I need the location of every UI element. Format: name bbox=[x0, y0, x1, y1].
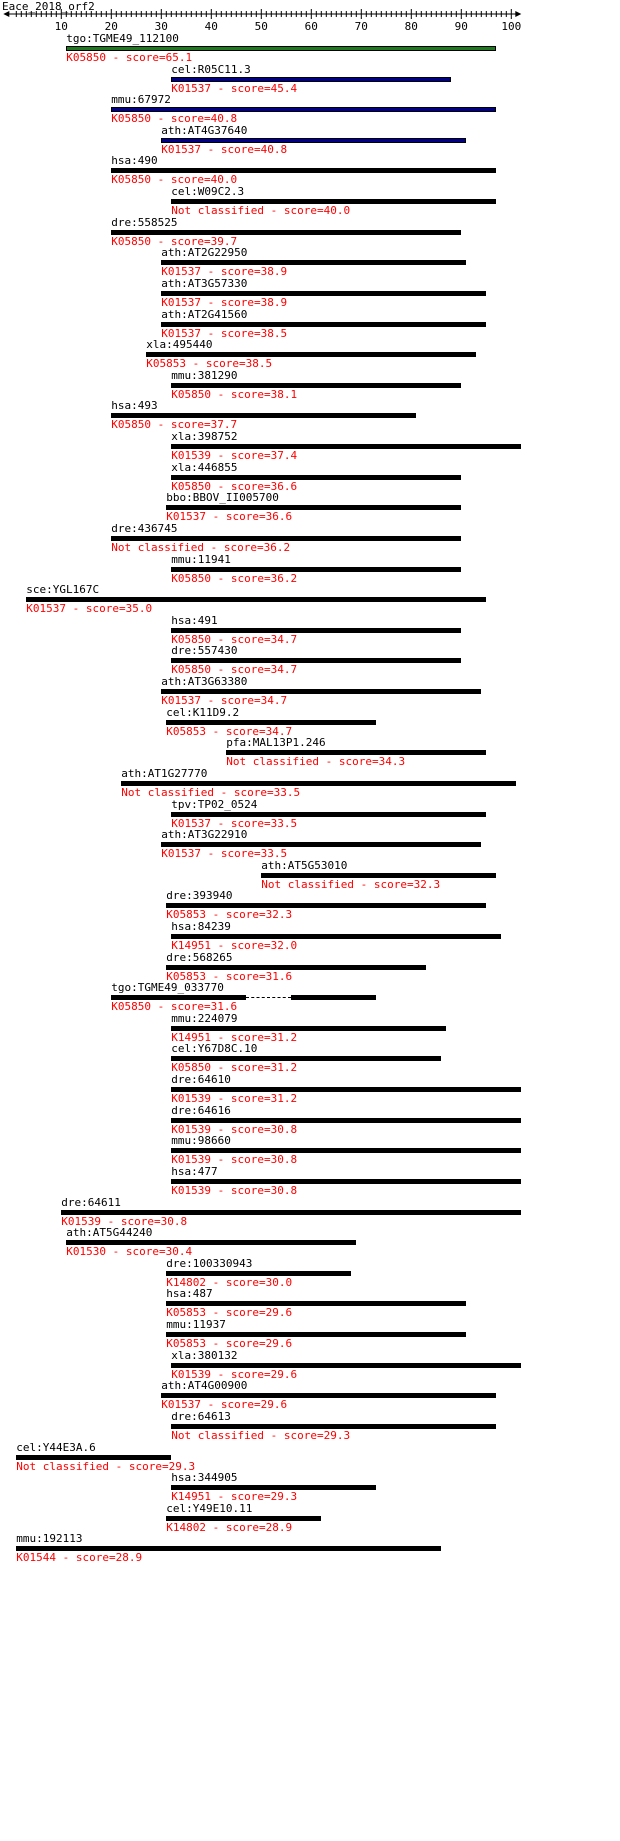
hit-score: 30.8 bbox=[160, 1214, 188, 1228]
hit-ko-id[interactable]: Not classified bbox=[111, 540, 205, 554]
hit-ko-score-label: K01539 - score=30.8 bbox=[171, 1153, 298, 1167]
hit-score: 28.9 bbox=[265, 1520, 293, 1534]
hit-name-link[interactable]: dre:64616 bbox=[171, 1103, 231, 1117]
ruler-tick-label: 60 bbox=[304, 20, 318, 33]
hit-row[interactable] bbox=[166, 1258, 351, 1288]
hit-ko-id[interactable]: K01537 bbox=[161, 694, 202, 708]
hit-ko-id[interactable]: K05850 bbox=[171, 663, 212, 677]
hit-name-link[interactable]: dre:393940 bbox=[166, 889, 233, 903]
hit-score: 34.7 bbox=[260, 694, 288, 708]
hit-ko-id[interactable]: Not classified bbox=[261, 877, 355, 891]
hit-ko-score-label: K05853 - score=31.6 bbox=[166, 969, 293, 983]
hit-score: 34.7 bbox=[270, 632, 298, 646]
hit-row[interactable] bbox=[66, 1227, 356, 1257]
hit-ko-score-label: K05850 - score=40.0 bbox=[111, 173, 238, 187]
hit-ko-score-label: K01539 - score=29.6 bbox=[171, 1367, 298, 1381]
hit-score: 31.2 bbox=[270, 1092, 298, 1106]
hit-name-link[interactable]: hsa:344905 bbox=[171, 1471, 238, 1485]
hit-row[interactable] bbox=[171, 1074, 521, 1104]
hit-ko-score-label: K01539 - score=37.4 bbox=[171, 449, 298, 463]
hit-ko-score-label: K01539 - score=30.8 bbox=[171, 1122, 298, 1136]
hit-score: 30.8 bbox=[270, 1122, 298, 1136]
hit-ko-score-label: K05850 - score=31.6 bbox=[111, 1000, 238, 1014]
hit-gap-dotted-line bbox=[246, 997, 291, 998]
hit-score: 29.3 bbox=[168, 1459, 196, 1473]
hit-ko-id[interactable]: K01537 bbox=[166, 510, 207, 524]
hit-row[interactable] bbox=[161, 676, 481, 706]
hit-row[interactable] bbox=[166, 492, 461, 522]
hit-score: 36.2 bbox=[263, 540, 291, 554]
hit-name-link[interactable]: mmu:98660 bbox=[171, 1134, 231, 1148]
hit-bar[interactable] bbox=[171, 1363, 521, 1368]
hit-ko-score-label: K01539 - score=31.2 bbox=[171, 1092, 298, 1106]
hit-score: 38.9 bbox=[260, 265, 288, 279]
hit-score: 38.5 bbox=[245, 357, 273, 371]
hit-ko-id[interactable]: K14802 bbox=[166, 1520, 207, 1534]
hit-ko-id[interactable]: K01537 bbox=[161, 847, 202, 861]
hit-score: 31.6 bbox=[265, 969, 293, 983]
ruler-tick-label: 40 bbox=[204, 20, 218, 33]
hit-row[interactable] bbox=[171, 1472, 376, 1502]
hit-bar-segment[interactable] bbox=[291, 995, 376, 1000]
hit-ko-id[interactable]: K01537 bbox=[26, 602, 67, 616]
hit-name-link[interactable]: ath:AT5G44240 bbox=[66, 1226, 153, 1240]
hit-name-link[interactable]: cel:K11D9.2 bbox=[166, 705, 240, 719]
hit-score: 33.5 bbox=[270, 816, 298, 830]
hit-score: 38.1 bbox=[270, 387, 298, 401]
hit-score: 30.4 bbox=[165, 1245, 193, 1259]
hit-score: 40.8 bbox=[260, 142, 288, 156]
hit-row[interactable] bbox=[166, 890, 486, 920]
hit-row[interactable] bbox=[66, 33, 496, 63]
hit-row[interactable] bbox=[111, 217, 461, 247]
hit-ko-id[interactable]: K05850 bbox=[171, 387, 212, 401]
hit-score: 30.8 bbox=[270, 1153, 298, 1167]
hit-row[interactable] bbox=[61, 1197, 521, 1227]
ruler-tick-label: 90 bbox=[454, 20, 468, 33]
hit-ko-id[interactable]: K05850 bbox=[111, 418, 152, 432]
hit-bar[interactable] bbox=[171, 567, 461, 572]
hit-row[interactable] bbox=[171, 370, 461, 400]
hit-row[interactable] bbox=[111, 982, 376, 1012]
hit-score: 40.8 bbox=[210, 112, 238, 126]
hit-ko-score-label: Not classified - score=29.3 bbox=[16, 1459, 196, 1473]
hit-name-link[interactable]: tpv:TP02_0524 bbox=[171, 797, 258, 811]
hit-ko-id[interactable]: K05850 bbox=[171, 1061, 212, 1075]
hit-score: 34.3 bbox=[378, 755, 406, 769]
hit-row[interactable] bbox=[171, 64, 451, 94]
hit-name-link[interactable]: cel:Y44E3A.6 bbox=[16, 1440, 96, 1454]
hit-ko-score-label: K14951 - score=29.3 bbox=[171, 1490, 298, 1504]
hit-row[interactable] bbox=[261, 860, 496, 890]
hit-ko-id[interactable]: K05850 bbox=[111, 234, 152, 248]
hit-name-link[interactable]: tgo:TGME49_112100 bbox=[66, 32, 179, 45]
hit-bar[interactable] bbox=[61, 1210, 521, 1215]
hit-name-link[interactable]: cel:W09C2.3 bbox=[171, 185, 245, 199]
hit-ko-id[interactable]: Not classified bbox=[16, 1459, 110, 1473]
hit-row[interactable] bbox=[111, 523, 461, 553]
hit-score: 32.3 bbox=[265, 908, 293, 922]
hit-row[interactable] bbox=[111, 155, 496, 185]
hit-name-link[interactable]: ath:AT1G27770 bbox=[121, 766, 208, 780]
hit-ko-score-label: K05850 - score=65.1 bbox=[66, 51, 193, 64]
hit-row[interactable] bbox=[171, 615, 461, 645]
ruler-tick-label: 30 bbox=[154, 20, 168, 33]
hit-ko-score-label: K05850 - score=31.2 bbox=[171, 1061, 298, 1075]
hit-name-link[interactable]: bbo:BBOV_II005700 bbox=[166, 491, 279, 505]
hit-score: 45.4 bbox=[270, 81, 298, 95]
hit-row[interactable] bbox=[166, 1288, 466, 1318]
hit-ko-score-label: K01537 - score=38.5 bbox=[161, 326, 288, 340]
hit-row[interactable] bbox=[161, 125, 466, 155]
hit-ko-id[interactable]: Not classified bbox=[171, 1428, 265, 1442]
hit-ko-id[interactable]: K05850 bbox=[111, 1000, 152, 1014]
hit-score: 29.6 bbox=[265, 1337, 293, 1351]
hit-row[interactable] bbox=[161, 1380, 496, 1410]
hit-row[interactable] bbox=[166, 1319, 466, 1349]
hit-score: 38.5 bbox=[260, 326, 288, 340]
hit-ko-id[interactable]: K05850 bbox=[66, 51, 107, 64]
hit-name-link[interactable]: cel:R05C11.3 bbox=[171, 62, 251, 76]
hit-ko-id[interactable]: K01537 bbox=[161, 265, 202, 279]
hit-name-link[interactable]: cel:Y67D8C.10 bbox=[171, 1042, 258, 1056]
hit-ko-score-label: K01537 - score=36.6 bbox=[166, 510, 293, 524]
hit-name-link[interactable]: mmu:381290 bbox=[171, 368, 238, 382]
hit-ko-score-label: K05850 - score=38.1 bbox=[171, 387, 298, 401]
hit-ko-id[interactable]: Not classified bbox=[171, 204, 265, 218]
hit-score: 38.9 bbox=[260, 295, 288, 309]
hit-score: 29.3 bbox=[323, 1428, 351, 1442]
hit-ko-score-label: K14951 - score=32.0 bbox=[171, 938, 298, 952]
hit-ko-score-label: K01537 - score=45.4 bbox=[171, 81, 298, 95]
hit-row[interactable] bbox=[121, 768, 516, 798]
hit-score: 32.3 bbox=[413, 877, 441, 891]
hit-ko-score-label: K01537 - score=35.0 bbox=[26, 602, 153, 616]
hit-score: 65.1 bbox=[165, 51, 193, 64]
hit-ko-id[interactable]: K01530 bbox=[66, 1245, 107, 1259]
hit-ko-score-label: K05853 - score=29.6 bbox=[166, 1337, 293, 1351]
hit-ko-score-label: Not classified - score=40.0 bbox=[171, 204, 351, 218]
hit-score: 35.0 bbox=[125, 602, 153, 616]
hit-ko-score-label: K14951 - score=31.2 bbox=[171, 1030, 298, 1044]
hit-row[interactable] bbox=[226, 737, 486, 767]
ruler-tick-label: 70 bbox=[354, 20, 368, 33]
hit-ko-score-label: K01530 - score=30.4 bbox=[66, 1245, 193, 1259]
hit-ko-score-label: K05853 - score=29.6 bbox=[166, 1306, 293, 1320]
hit-name-link[interactable]: dre:557430 bbox=[171, 644, 238, 658]
hit-row[interactable] bbox=[171, 462, 461, 492]
hit-ko-id[interactable]: K01539 bbox=[171, 1183, 212, 1197]
hit-ko-score-label: K05850 - score=34.7 bbox=[171, 632, 298, 646]
hit-ko-score-label: Not classified - score=29.3 bbox=[171, 1428, 351, 1442]
hit-bar[interactable] bbox=[161, 322, 486, 327]
hit-ko-id[interactable]: K05853 bbox=[166, 724, 207, 738]
hit-ko-score-label: K01537 - score=33.5 bbox=[161, 847, 288, 861]
hit-name-link[interactable]: hsa:477 bbox=[171, 1164, 218, 1178]
hit-ko-id[interactable]: K05850 bbox=[171, 571, 212, 585]
hit-row[interactable] bbox=[171, 1043, 441, 1073]
hit-score: 40.0 bbox=[323, 204, 351, 218]
hit-row[interactable] bbox=[161, 309, 486, 339]
hit-bar[interactable] bbox=[171, 812, 486, 817]
hit-row[interactable] bbox=[171, 799, 486, 829]
hit-score: 34.7 bbox=[265, 724, 293, 738]
hit-ko-score-label: Not classified - score=32.3 bbox=[261, 877, 441, 891]
hit-row[interactable] bbox=[111, 94, 496, 124]
hit-ko-id[interactable]: K14951 bbox=[171, 938, 212, 952]
hit-ko-id[interactable]: K01539 bbox=[171, 449, 212, 463]
hit-score: 28.9 bbox=[115, 1551, 143, 1565]
hit-score: 31.2 bbox=[270, 1030, 298, 1044]
hit-ko-score-label: K05850 - score=40.8 bbox=[111, 112, 238, 126]
hit-name-link[interactable]: hsa:490 bbox=[111, 154, 158, 168]
hit-ko-score-label: Not classified - score=33.5 bbox=[121, 785, 301, 799]
hit-score: 36.6 bbox=[270, 479, 298, 493]
hit-ko-id[interactable]: K14951 bbox=[171, 1490, 212, 1504]
hit-score: 39.7 bbox=[210, 234, 238, 248]
hit-row[interactable] bbox=[171, 1105, 521, 1135]
hit-ko-score-label: K05850 - score=36.6 bbox=[171, 479, 298, 493]
hit-score: 29.6 bbox=[270, 1367, 298, 1381]
hit-row[interactable] bbox=[171, 186, 496, 216]
hit-ko-score-label: K05853 - score=38.5 bbox=[146, 357, 273, 371]
hit-name-link[interactable]: mmu:192113 bbox=[16, 1532, 83, 1546]
hit-ko-id[interactable]: K05853 bbox=[166, 1306, 207, 1320]
hit-score: 36.6 bbox=[265, 510, 293, 524]
hit-ko-id[interactable]: K01537 bbox=[161, 1398, 202, 1412]
hit-ko-id[interactable]: Not classified bbox=[226, 755, 320, 769]
hit-name-link[interactable]: tgo:TGME49_033770 bbox=[111, 981, 224, 995]
hit-name-link[interactable]: mmu:11941 bbox=[171, 552, 231, 566]
hit-ko-score-label: K01539 - score=30.8 bbox=[171, 1183, 298, 1197]
hit-score: 31.2 bbox=[270, 1061, 298, 1075]
hit-ko-score-label: K01537 - score=33.5 bbox=[171, 816, 298, 830]
hit-name-link[interactable]: ath:AT3G22910 bbox=[161, 828, 248, 842]
hit-score: 30.0 bbox=[265, 1275, 293, 1289]
hit-ko-score-label: K05850 - score=39.7 bbox=[111, 234, 238, 248]
hit-ko-id[interactable]: K01537 bbox=[171, 81, 212, 95]
hit-ko-score-label: K05853 - score=32.3 bbox=[166, 908, 293, 922]
ruler-tick-label: 80 bbox=[404, 20, 418, 33]
hit-name-link[interactable]: xla:495440 bbox=[146, 338, 213, 352]
hit-row[interactable] bbox=[16, 1533, 441, 1563]
hit-name-link[interactable]: dre:100330943 bbox=[166, 1256, 253, 1270]
ruler-tick-label: 100 bbox=[501, 20, 522, 33]
hit-score: 37.7 bbox=[210, 418, 238, 432]
hit-row[interactable] bbox=[171, 1013, 446, 1043]
hit-ko-id[interactable]: Not classified bbox=[121, 785, 215, 799]
hit-row[interactable] bbox=[171, 645, 461, 675]
hit-score: 36.2 bbox=[270, 571, 298, 585]
hit-score: 29.6 bbox=[260, 1398, 288, 1412]
hit-name-link[interactable]: hsa:487 bbox=[166, 1287, 213, 1301]
hit-score: 29.6 bbox=[265, 1306, 293, 1320]
hit-ko-id[interactable]: K01544 bbox=[16, 1551, 57, 1565]
hit-name-link[interactable]: ath:AT5G53010 bbox=[261, 858, 348, 872]
hit-row[interactable] bbox=[171, 1166, 521, 1196]
hit-name-link[interactable]: xla:398752 bbox=[171, 430, 238, 444]
hit-name-link[interactable]: ath:AT2G41560 bbox=[161, 307, 248, 321]
hit-ko-score-label: K01537 - score=38.9 bbox=[161, 295, 288, 309]
hit-name-link[interactable]: mmu:11937 bbox=[166, 1318, 226, 1332]
query-name: Eace_2018_orf2 bbox=[2, 0, 95, 13]
hit-ko-score-label: K01539 - score=30.8 bbox=[61, 1214, 188, 1228]
hit-ko-id[interactable]: K05850 bbox=[111, 112, 152, 126]
hit-score: 33.5 bbox=[260, 847, 288, 861]
hit-row[interactable] bbox=[171, 554, 461, 584]
hit-ko-id[interactable]: K05850 bbox=[111, 173, 152, 187]
hit-name-link[interactable]: pfa:MAL13P1.246 bbox=[226, 736, 326, 750]
hit-ko-id[interactable]: K05850 bbox=[171, 632, 212, 646]
hit-name-link[interactable]: dre:64611 bbox=[61, 1195, 121, 1209]
hit-ko-score-label: K01537 - score=38.9 bbox=[161, 265, 288, 279]
hit-bar[interactable] bbox=[171, 77, 451, 82]
hit-ko-id[interactable]: K05850 bbox=[171, 479, 212, 493]
hit-row[interactable] bbox=[166, 952, 426, 982]
hit-bar[interactable] bbox=[111, 230, 461, 235]
hit-row[interactable] bbox=[166, 1503, 321, 1533]
ruler-tick-label: 10 bbox=[54, 20, 68, 33]
hit-name-link[interactable]: dre:558525 bbox=[111, 215, 178, 229]
hit-bar[interactable] bbox=[171, 475, 461, 480]
hit-name-link[interactable]: mmu:67972 bbox=[111, 93, 171, 107]
hit-row[interactable] bbox=[171, 1411, 496, 1441]
hit-ko-score-label: K14802 - score=30.0 bbox=[166, 1275, 293, 1289]
hit-ko-score-label: K01537 - score=34.7 bbox=[161, 694, 288, 708]
hit-name-link[interactable]: hsa:491 bbox=[171, 613, 218, 627]
hit-score: 33.5 bbox=[273, 785, 301, 799]
hit-name-link[interactable]: ath:AT4G37640 bbox=[161, 123, 248, 137]
hit-ko-id[interactable]: K01539 bbox=[171, 1153, 212, 1167]
hit-ko-id[interactable]: K01539 bbox=[61, 1214, 102, 1228]
hit-score: 37.4 bbox=[270, 449, 298, 463]
hit-name-link[interactable]: dre:436745 bbox=[111, 521, 178, 535]
hit-ko-id[interactable]: K05853 bbox=[166, 1337, 207, 1351]
hit-score: 40.0 bbox=[210, 173, 238, 187]
hit-ko-score-label: Not classified - score=34.3 bbox=[226, 755, 406, 769]
hit-name-link[interactable]: dre:64613 bbox=[171, 1409, 231, 1423]
hit-score: 34.7 bbox=[270, 663, 298, 677]
hit-ko-score-label: Not classified - score=36.2 bbox=[111, 540, 291, 554]
hit-name-link[interactable]: mmu:224079 bbox=[171, 1011, 238, 1025]
ruler-tick-label: 50 bbox=[254, 20, 268, 33]
hit-name-link[interactable]: ath:AT3G63380 bbox=[161, 675, 248, 689]
hit-row[interactable] bbox=[161, 829, 481, 859]
hit-name-link[interactable]: ath:AT2G22950 bbox=[161, 246, 248, 260]
hit-name-link[interactable]: hsa:493 bbox=[111, 399, 158, 413]
hit-ko-id[interactable]: K01537 bbox=[171, 816, 212, 830]
hit-row[interactable] bbox=[166, 707, 376, 737]
hit-ko-score-label: K05850 - score=36.2 bbox=[171, 571, 298, 585]
hit-ko-score-label: K01537 - score=40.8 bbox=[161, 142, 288, 156]
hit-ko-score-label: K05853 - score=34.7 bbox=[166, 724, 293, 738]
hit-ko-id[interactable]: K05853 bbox=[166, 969, 207, 983]
hit-ko-score-label: K05850 - score=37.7 bbox=[111, 418, 238, 432]
hit-row[interactable] bbox=[26, 584, 486, 614]
hit-row[interactable] bbox=[171, 1350, 521, 1380]
hit-ko-id[interactable]: K14802 bbox=[166, 1275, 207, 1289]
hit-ko-score-label: K01544 - score=28.9 bbox=[16, 1551, 143, 1565]
hit-ko-id[interactable]: K01539 bbox=[171, 1367, 212, 1381]
hit-score: 32.0 bbox=[270, 938, 298, 952]
hit-ko-id[interactable]: K05853 bbox=[166, 908, 207, 922]
hit-ko-id[interactable]: K05853 bbox=[146, 357, 187, 371]
hit-name-link[interactable]: hsa:84239 bbox=[171, 919, 231, 933]
hit-ko-id[interactable]: K01539 bbox=[171, 1092, 212, 1106]
hit-ko-score-label: K01537 - score=29.6 bbox=[161, 1398, 288, 1412]
hit-name-link[interactable]: dre:64610 bbox=[171, 1073, 231, 1087]
hit-name-link[interactable]: xla:380132 bbox=[171, 1348, 238, 1362]
hit-row[interactable] bbox=[171, 431, 521, 461]
hit-ko-id[interactable]: K01537 bbox=[161, 326, 202, 340]
hit-ko-id[interactable]: K01537 bbox=[161, 295, 202, 309]
hit-row[interactable] bbox=[146, 339, 476, 369]
hit-ko-id[interactable]: K14951 bbox=[171, 1030, 212, 1044]
ruler-tick-label: 20 bbox=[104, 20, 118, 33]
hit-score: 30.8 bbox=[270, 1183, 298, 1197]
hit-name-link[interactable]: dre:568265 bbox=[166, 950, 233, 964]
hit-name-link[interactable]: cel:Y49E10.11 bbox=[166, 1501, 253, 1515]
hit-row[interactable] bbox=[161, 278, 486, 308]
hit-score: 31.6 bbox=[210, 1000, 238, 1014]
hit-row[interactable] bbox=[16, 1440, 196, 1473]
hit-score: 29.3 bbox=[270, 1490, 298, 1504]
hit-ko-score-label: K14802 - score=28.9 bbox=[166, 1520, 293, 1534]
hit-row[interactable] bbox=[171, 921, 501, 951]
hit-row[interactable] bbox=[171, 1135, 521, 1165]
hit-name-link[interactable]: ath:AT4G00900 bbox=[161, 1379, 248, 1393]
hit-name-link[interactable]: xla:446855 bbox=[171, 460, 238, 474]
hit-row[interactable] bbox=[111, 400, 416, 430]
hit-name-link[interactable]: sce:YGL167C bbox=[26, 583, 100, 597]
hit-name-link[interactable]: ath:AT3G57330 bbox=[161, 276, 248, 290]
hit-ko-id[interactable]: K01537 bbox=[161, 142, 202, 156]
hit-bar[interactable] bbox=[171, 1118, 521, 1123]
hit-row[interactable] bbox=[161, 247, 466, 277]
hit-ko-id[interactable]: K01539 bbox=[171, 1122, 212, 1136]
hit-ko-score-label: K05850 - score=34.7 bbox=[171, 663, 298, 677]
